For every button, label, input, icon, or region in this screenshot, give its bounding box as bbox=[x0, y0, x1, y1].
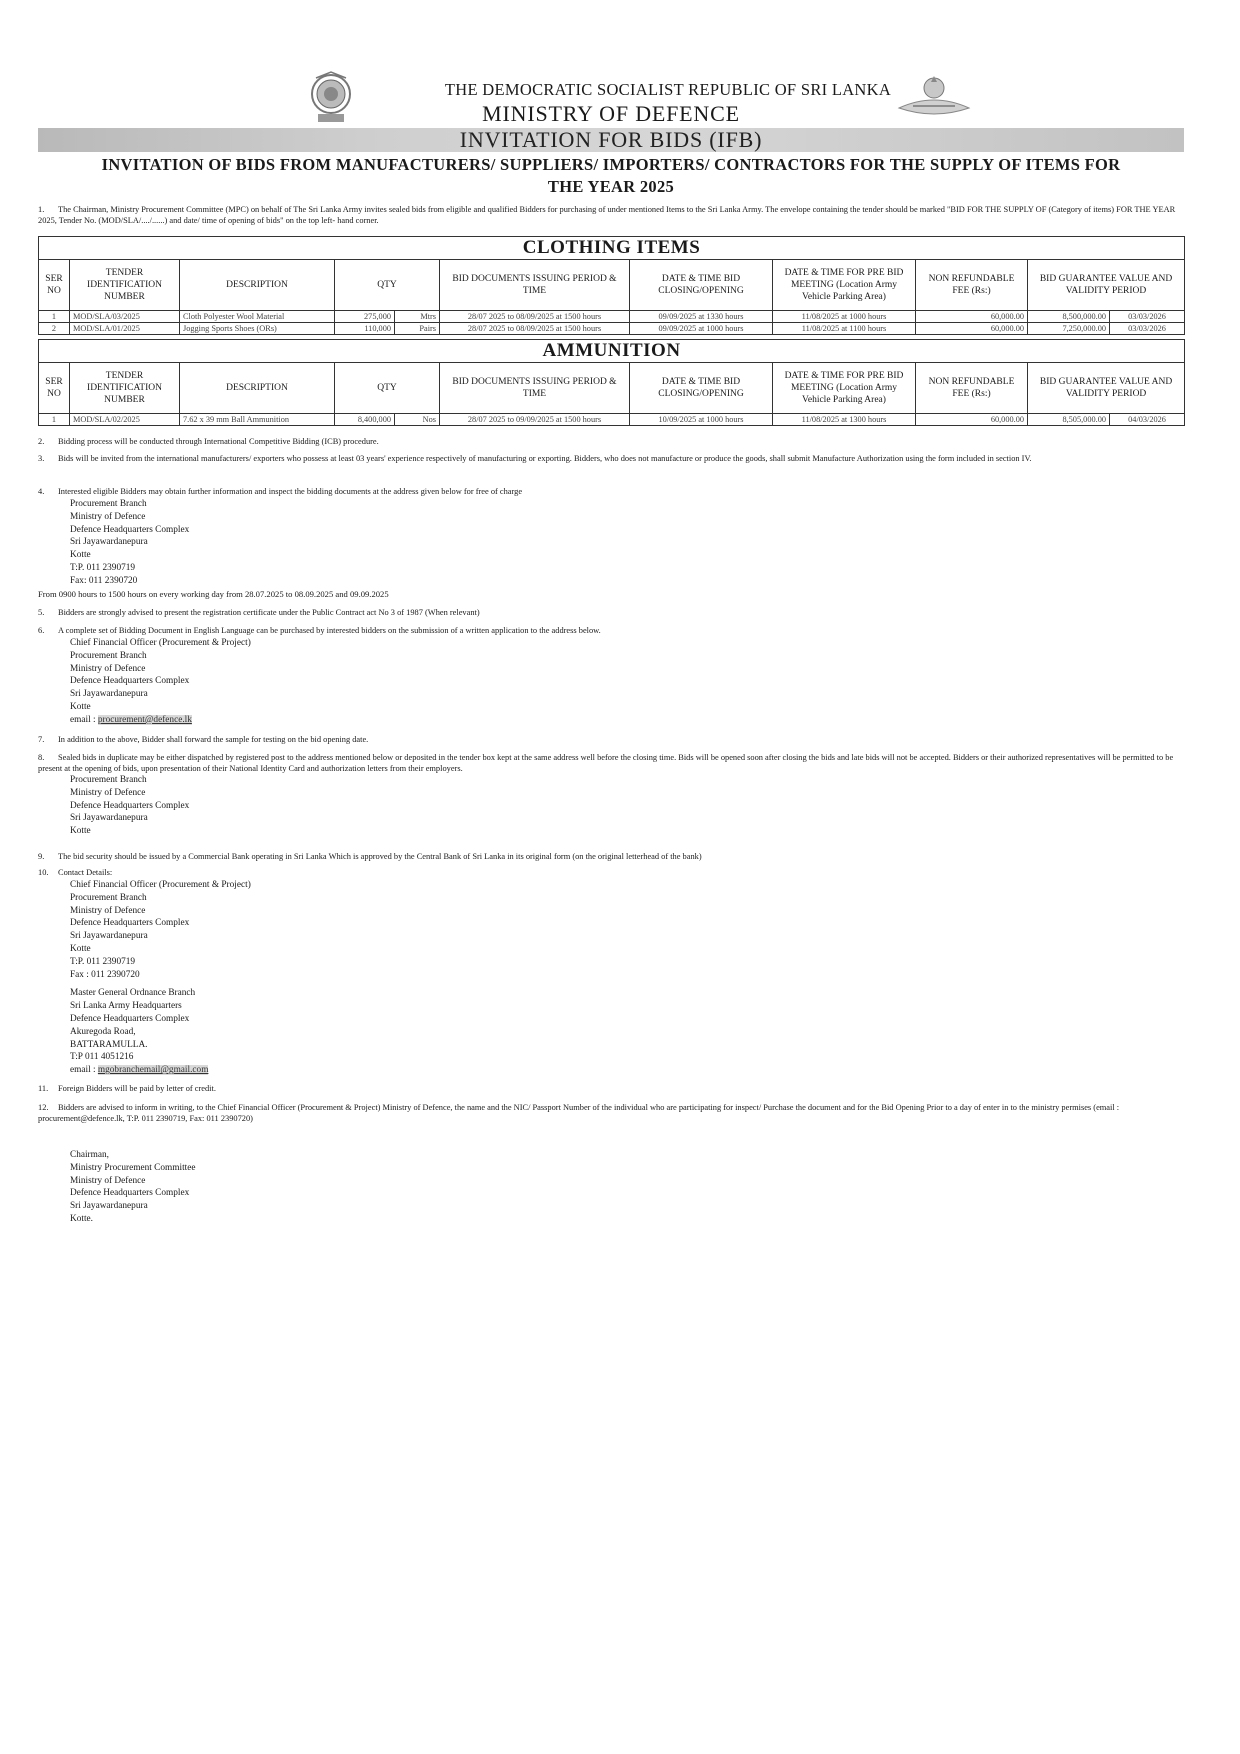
cell-guarantee-date: 03/03/2026 bbox=[1110, 323, 1185, 335]
header-qty: QTY bbox=[335, 260, 440, 311]
header-ser: SER NO bbox=[39, 260, 70, 311]
address-line: Defence Headquarters Complex bbox=[70, 524, 190, 535]
header-fee: NON REFUNDABLE FEE (Rs:) bbox=[916, 363, 1028, 414]
email-link[interactable]: mgobranchemail@gmail.com bbox=[97, 1065, 209, 1076]
address-line: Ministry of Defence bbox=[70, 663, 146, 674]
paragraph-2 bbox=[38, 436, 1184, 448]
paragraph-number: 4. bbox=[38, 487, 45, 496]
address-line: Sri Jayawardanepura bbox=[70, 537, 148, 548]
clothing-section-title: CLOTHING ITEMS bbox=[39, 237, 1185, 260]
address-block bbox=[38, 498, 1184, 588]
address-line: Procurement Branch bbox=[70, 650, 147, 661]
address-line: Akuregoda Road, bbox=[70, 1026, 136, 1037]
signoff-block bbox=[38, 1149, 1184, 1226]
table-header-row bbox=[39, 363, 1185, 414]
cell-qty: 275,000 bbox=[335, 311, 395, 323]
document-header bbox=[38, 0, 1184, 130]
paragraph-4 bbox=[38, 486, 1184, 600]
cell-closing: 10/09/2025 at 1000 hours bbox=[630, 414, 773, 426]
address-line: Kotte bbox=[70, 826, 91, 837]
header-prebid: DATE & TIME FOR PRE BID MEETING (Location Army Vehicle Parking Area) bbox=[773, 363, 916, 414]
cell-description: Cloth Polyester Wool Material bbox=[180, 311, 335, 323]
cell-guarantee-date: 03/03/2026 bbox=[1110, 311, 1185, 323]
address-line: Chief Financial Officer (Procurement & Project) bbox=[70, 638, 251, 648]
address-line: Procurement Branch bbox=[70, 892, 147, 903]
address-line: Procurement Branch bbox=[70, 499, 147, 509]
cell-tender: MOD/SLA/01/2025 bbox=[70, 323, 180, 335]
cell-qty: 8,400,000 bbox=[335, 414, 395, 426]
signoff-address bbox=[38, 1149, 1184, 1226]
cell-guarantee-value: 7,250,000.00 bbox=[1028, 323, 1110, 335]
paragraph-text: The Chairman, Ministry Procurement Committee (MPC) on behalf of The Sri Lanka Army invites sealed bids from eligible and qualified Bidders for purchasing of under mentioned Items to the Sri Lanka Army. The envelope containing the tender should be marked "BID FOR THE SUPPLY OF (Category of items) FOR THE YEAR 2025, Tender No. (MOD/SLA/..../......) and date/ time of opening of bids" on the top left- hand corner. bbox=[38, 205, 1176, 225]
paragraph-5 bbox=[38, 607, 1184, 619]
paragraph-number: 3. bbox=[38, 454, 45, 463]
header-ser: SER NO bbox=[39, 363, 70, 414]
cell-fee: 60,000.00 bbox=[916, 323, 1028, 335]
paragraph-text: The bid security should be issued by a Commercial Bank operating in Sri Lanka Which is approved by the Central Bank of Sri Lanka in its original form (on the original letterhead of the bank) bbox=[58, 852, 702, 861]
email-label: email : bbox=[70, 714, 98, 725]
address-block bbox=[38, 879, 1184, 1077]
paragraph-number: 8. bbox=[38, 753, 45, 762]
paragraph-text: A complete set of Bidding Document in English Language can be purchased by interested bidders on the submission of a written application to the address below. bbox=[58, 626, 601, 635]
address-line: Chief Financial Officer (Procurement & Project) bbox=[70, 880, 251, 890]
header-closing: DATE & TIME BID CLOSING/OPENING bbox=[630, 260, 773, 311]
ammunition-table bbox=[38, 339, 1185, 426]
paragraph-10 bbox=[38, 867, 1184, 1077]
signoff-line: Sri Jayawardanepura bbox=[70, 1201, 148, 1212]
address-line: Sri Jayawardanepura bbox=[70, 689, 148, 700]
clothing-items-table bbox=[38, 236, 1185, 335]
paragraph-number: 2. bbox=[38, 437, 45, 446]
paragraph-9 bbox=[38, 851, 1184, 863]
paragraph-text: In addition to the above, Bidder shall forward the sample for testing on the bid opening date. bbox=[58, 735, 369, 744]
paragraph-12 bbox=[38, 1102, 1184, 1124]
address-line: Fax : 011 2390720 bbox=[70, 969, 140, 980]
paragraph-number: 11. bbox=[38, 1084, 49, 1093]
paragraph-text: Bids will be invited from the international manufacturers/ exporters who possess at least 03 years' experience respectively of manufacturing or exporting. Bidders, who does not manufacture or produce the goods, shall submit Manufacture Authorization using the form included in section IV. bbox=[58, 454, 1032, 463]
paragraph-8 bbox=[38, 752, 1184, 838]
office-hours: From 0900 hours to 1500 hours on every working day from 28.07.2025 to 08.09.2025 and 09.09.2025 bbox=[38, 588, 389, 599]
address-line: Defence Headquarters Complex bbox=[70, 800, 190, 811]
ammunition-section-title: AMMUNITION bbox=[39, 340, 1185, 363]
paragraph-3 bbox=[38, 453, 1184, 464]
paragraph-1 bbox=[38, 204, 1184, 226]
paragraph-text: Bidding process will be conducted through International Competitive Bidding (ICB) procedure. bbox=[58, 437, 379, 446]
document-title bbox=[38, 154, 1184, 198]
title-line-2: THE YEAR 2025 bbox=[547, 177, 675, 196]
header-issuing-period: BID DOCUMENTS ISSUING PERIOD & TIME bbox=[440, 260, 630, 311]
address-line: Defence Headquarters Complex bbox=[70, 1013, 190, 1024]
address-line: Sri Jayawardanepura bbox=[70, 813, 148, 824]
cell-guarantee-value: 8,505,000.00 bbox=[1028, 414, 1110, 426]
paragraph-text: Bidders are advised to inform in writing, to the Chief Financial Officer (Procurement & Project) Ministry of Defence, the name and the NIC/ Passport Number of the individual who are participating for inspect/ Purchase the document and for the Bid Opening Prior to a day of enter in to the ministry permises (email : procurement@defence.lk, T:P. 011 2390719, Fax: 011 2390720) bbox=[38, 1103, 1120, 1123]
cell-prebid: 11/08/2025 at 1100 hours bbox=[773, 323, 916, 335]
paragraph-text: Sealed bids in duplicate may be either dispatched by registered post to the address mentioned below or deposited in the tender box kept at the same address well before the closing time. Bids will be opened soon after closing the bids and late bids will not be accepted. Bidders or their authorized representatives will be permitted to be present at the opening of bids, upon presentation of their National Identity Card and authorization letters from their employers. bbox=[38, 753, 1174, 773]
cell-issuing: 28/07 2025 to 08/09/2025 at 1500 hours bbox=[440, 311, 630, 323]
paragraph-number: 9. bbox=[38, 852, 45, 861]
header-guarantee: BID GUARANTEE VALUE AND VALIDITY PERIOD bbox=[1028, 260, 1185, 311]
cell-ser: 1 bbox=[39, 414, 70, 426]
cell-tender: MOD/SLA/02/2025 bbox=[70, 414, 180, 426]
header-prebid: DATE & TIME FOR PRE BID MEETING (Location Army Vehicle Parking Area) bbox=[773, 260, 916, 311]
cell-closing: 09/09/2025 at 1330 hours bbox=[630, 311, 773, 323]
signoff-line: Kotte. bbox=[70, 1213, 93, 1224]
header-issuing-period: BID DOCUMENTS ISSUING PERIOD & TIME bbox=[440, 363, 630, 414]
cell-issuing: 28/07 2025 to 09/09/2025 at 1500 hours bbox=[440, 414, 630, 426]
cell-ser: 2 bbox=[39, 323, 70, 335]
header-tender: TENDER IDENTIFICATION NUMBER bbox=[70, 260, 180, 311]
address-line: T:P. 011 2390719 bbox=[70, 956, 136, 967]
table-row bbox=[39, 311, 1185, 323]
cell-unit: Pairs bbox=[395, 323, 440, 335]
email-label: email : bbox=[70, 1065, 98, 1076]
cell-guarantee-value: 8,500,000.00 bbox=[1028, 311, 1110, 323]
address-line: T:P. 011 2390719 bbox=[70, 562, 136, 573]
paragraph-text: Contact Details: bbox=[58, 868, 113, 877]
address-line: T:P 011 4051216 bbox=[70, 1052, 134, 1063]
cell-qty: 110,000 bbox=[335, 323, 395, 335]
address-line: Defence Headquarters Complex bbox=[70, 918, 190, 929]
header-tender: TENDER IDENTIFICATION NUMBER bbox=[70, 363, 180, 414]
address-line: Procurement Branch bbox=[70, 775, 147, 785]
header-guarantee: BID GUARANTEE VALUE AND VALIDITY PERIOD bbox=[1028, 363, 1185, 414]
republic-heading: THE DEMOCRATIC SOCIALIST REPUBLIC OF SRI LANKA bbox=[444, 80, 892, 99]
address-line: BATTARAMULLA. bbox=[70, 1039, 148, 1050]
paragraph-number: 7. bbox=[38, 735, 45, 744]
address-line: Ministry of Defence bbox=[70, 511, 146, 522]
address-block bbox=[38, 774, 1184, 838]
address-line: Defence Headquarters Complex bbox=[70, 676, 190, 687]
ifb-banner: INVITATION FOR BIDS (IFB) bbox=[38, 128, 1184, 152]
address-block bbox=[38, 637, 1184, 727]
ministry-heading: MINISTRY OF DEFENCE bbox=[482, 101, 740, 126]
cell-prebid: 11/08/2025 at 1000 hours bbox=[773, 311, 916, 323]
address-line: Sri Lanka Army Headquarters bbox=[70, 1001, 182, 1012]
signoff-line: Ministry Procurement Committee bbox=[70, 1162, 196, 1173]
table-header-row bbox=[39, 260, 1185, 311]
paragraph-number: 1. bbox=[38, 205, 45, 214]
paragraph-text: Bidders are strongly advised to present the registration certificate under the Public Contract act No 3 of 1987 (When relevant) bbox=[58, 608, 480, 617]
paragraph-11 bbox=[38, 1083, 1184, 1095]
title-line-1: INVITATION OF BIDS FROM MANUFACTURERS/ SUPPLIERS/ IMPORTERS/ CONTRACTORS FOR THE SUPPLY OF ITEMS FOR bbox=[101, 155, 1121, 174]
address-line: Kotte bbox=[70, 701, 91, 712]
paragraph-text: Interested eligible Bidders may obtain further information and inspect the bidding documents at the address given below for free of charge bbox=[58, 487, 523, 496]
paragraph-text: Foreign Bidders will be paid by letter of credit. bbox=[58, 1084, 216, 1093]
address-line: Kotte bbox=[70, 550, 91, 561]
header-description: DESCRIPTION bbox=[180, 260, 335, 311]
cell-description: Jogging Sports Shoes (ORs) bbox=[180, 323, 335, 335]
paragraph-number: 6. bbox=[38, 626, 45, 635]
header-description: DESCRIPTION bbox=[180, 363, 335, 414]
table-row bbox=[39, 414, 1185, 426]
cell-description: 7.62 x 39 mm Ball Ammunition bbox=[180, 414, 335, 426]
paragraph-6 bbox=[38, 625, 1184, 727]
cell-closing: 09/09/2025 at 1000 hours bbox=[630, 323, 773, 335]
paragraph-number: 5. bbox=[38, 608, 45, 617]
header-closing: DATE & TIME BID CLOSING/OPENING bbox=[630, 363, 773, 414]
cell-issuing: 28/07 2025 to 08/09/2025 at 1500 hours bbox=[440, 323, 630, 335]
address-line: Sri Jayawardanepura bbox=[70, 931, 148, 942]
signoff-line: Chairman, bbox=[70, 1150, 109, 1160]
address-line: Ministry of Defence bbox=[70, 905, 146, 916]
cell-unit: Mtrs bbox=[395, 311, 440, 323]
address-line: Ministry of Defence bbox=[70, 787, 146, 798]
cell-tender: MOD/SLA/03/2025 bbox=[70, 311, 180, 323]
cell-fee: 60,000.00 bbox=[916, 414, 1028, 426]
cell-prebid: 11/08/2025 at 1300 hours bbox=[773, 414, 916, 426]
signoff-line: Defence Headquarters Complex bbox=[70, 1188, 190, 1199]
paragraph-number: 10. bbox=[38, 868, 49, 877]
cell-ser: 1 bbox=[39, 311, 70, 323]
cell-fee: 60,000.00 bbox=[916, 311, 1028, 323]
address-line: Kotte bbox=[70, 943, 91, 954]
header-fee: NON REFUNDABLE FEE (Rs:) bbox=[916, 260, 1028, 311]
ifb-document bbox=[38, 0, 1184, 1224]
cell-guarantee-date: 04/03/2026 bbox=[1110, 414, 1185, 426]
cell-unit: Nos bbox=[395, 414, 440, 426]
address-line: Fax: 011 2390720 bbox=[70, 575, 138, 586]
paragraph-number: 12. bbox=[38, 1103, 49, 1112]
header-qty: QTY bbox=[335, 363, 440, 414]
signoff-line: Ministry of Defence bbox=[70, 1175, 146, 1186]
email-link[interactable]: procurement@defence.lk bbox=[97, 714, 192, 725]
paragraph-7 bbox=[38, 734, 1184, 746]
table-row bbox=[39, 323, 1185, 335]
address-line: Master General Ordnance Branch bbox=[70, 988, 196, 999]
